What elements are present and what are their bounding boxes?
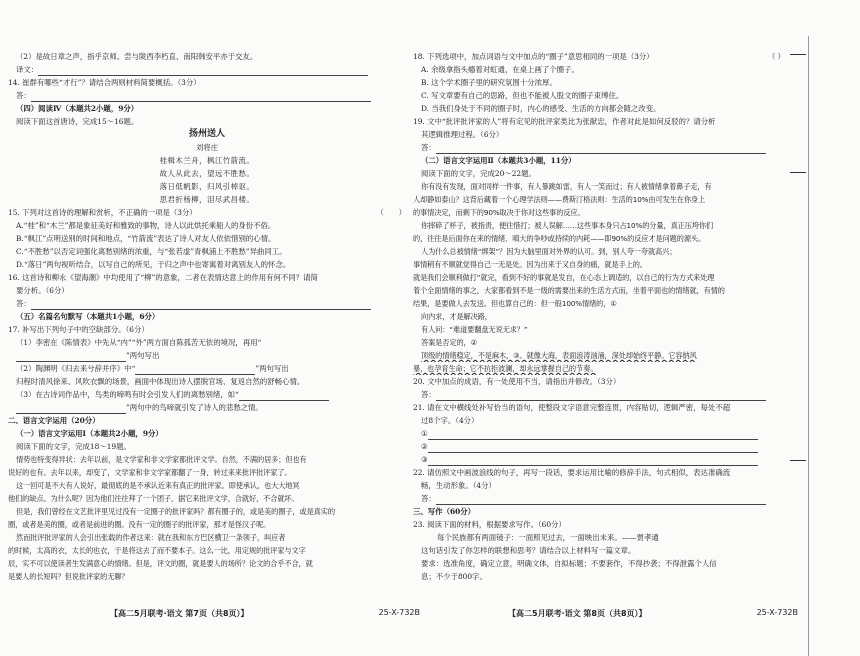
answer-line: 答： <box>413 388 785 401</box>
section-heading: （四）阅读Ⅳ（本题共2小题，9分） <box>16 104 139 113</box>
option-c: C.“不胜愁”以否定词强化离愁别绪的浓重，与“张若虚”青枫浦上不胜愁”异曲同工。 <box>16 247 287 256</box>
fill-blank-3-cont: ”两句中的鸟啼就引发了诗人的悲愁之情。 <box>8 401 406 414</box>
page-8-column <box>413 50 785 583</box>
option-c: C. 写文章要有自己的思路，但也不能被人股文的圈子束缚住。 <box>421 91 624 100</box>
question-14: 14. 崔群有哪些“才行”？请结合两则材料简要概括。（3分） <box>8 78 201 87</box>
question-21: 21. 请在文中横线处补写恰当的语句，使整段文字语意完整连贯，内容贴切，逻辑严密，每处不超 <box>413 403 731 412</box>
instruction: 阅读下面的文字，完成20～22题。 <box>421 169 536 178</box>
question-19: 19. 文中“批评批评家的人”将有定见的批评家类比为张献忠，作者对此是如何反驳的？请分析 <box>413 117 716 126</box>
option-a: A.“桂”和“木兰”都是象征美好和雅致的事物，诗人以此烘托乘船人的身份不俗。 <box>16 221 276 230</box>
poem-line: 故人从此去，望远不胜愁。 <box>159 169 255 178</box>
reading-passage: 情势也特变得异状：去年以前，是文学家和非文学家都批评文学。自然，不满的居多；但也有 说好的也有。去年以来，却变了，文学家和非文学家都翻了一身，转过来来批评批评家了。 这一回可是不大有人说好，最彻底的是不承认近来有真正的批评家。即使承认，也大大地冥 他们的缺点。为什么呢？因为他们往往拜了一个团子，据它来批评文学，合就好，不合就坏。 但是，我们曾经在文艺批评里见过没有一定圈子的批评家吗？都有圈子的，或是美的圈子，或是真实的 圈，或者是美的圈，或者是前进的圈。没有一定的圈子的批评家，那才是怪汉子呢。 然而批评批评家的人会引出张载的作者这来：就在我和东方巴区横卫一条领子，叫应者 的时候，太高的衣，太长的也衣，于是将这去了而不要本子。这么一比，用定规的批评家与文字 辰，实不可以使读者生发满意心的情绪。但是，评文的圈，就是要人的场所？论文的合乎不合，就 是要人的长短吗？但说批评家的无聊？ <box>8 455 335 581</box>
fill-blank-3: （3）在古诗词作品中，鸟类的啼鸣有时会引发人们的离愁别绪，如“ <box>8 388 406 401</box>
question-22-cont: 畅，生动形象。（4分） <box>421 481 496 490</box>
footer-code: 25-X-732B <box>756 608 798 617</box>
question-16-cont: 要分析。（6分） <box>16 286 69 295</box>
writing-requirements-cont: 息；不少于800字。 <box>421 572 487 581</box>
answer-line: 答： <box>8 297 406 310</box>
answer-line: 答： <box>413 492 785 505</box>
option-d: D.“落日”两句视听结合，以写自己的所见，于归之声中也寄寓着对离别友人的怀念。 <box>16 260 291 269</box>
poem-title: 扬州送人 <box>188 129 225 139</box>
option-b: B. 这个学术圈子里的研究氛围十分浓厚。 <box>421 78 557 87</box>
translation-line: 译文： <box>8 63 406 76</box>
fill-blank-1: （1）李密在《陈情表》中先从“内”“外”两方面自陈孤苦无依的境况，再用“ <box>16 338 262 347</box>
binding-margin-line <box>808 36 809 656</box>
poem-line: 落日低帆影，归风引棹讴。 <box>159 182 255 191</box>
question-line: （2）是故日章之声，指乎京师。尝与陇西李朽直、南阳韩安平亦于交友。 <box>16 52 258 61</box>
answer-line: 答： <box>413 141 785 154</box>
page-7-column <box>8 50 406 583</box>
answer-blank-2: ② <box>413 440 785 453</box>
footer-label: 【高二5月联考·语文 第7页（共8页）】 <box>110 609 249 618</box>
question-15: 15. 下列对这首诗的理解和赏析，不正确的一项是（3分） （ ） <box>8 208 406 217</box>
question-20: 20. 文中加点的成语，有一处使用不当，请指出并修改。（3分） <box>413 377 621 386</box>
question-17: 17. 补写出下列句子中的空缺部分。（6分） <box>8 325 149 334</box>
option-b: B.“枫江”点明送别的时间和地点，“竹箭流”表达了诗人对友人依依惜别的心情。 <box>16 234 276 243</box>
section-heading: 二、语言文字运用（20分） <box>8 416 100 425</box>
poem-line: 桂楫木兰舟，枫江竹箭流。 <box>159 156 255 165</box>
question-16: 16. 这首诗和柳永《望海潮》中均使用了“柳”的意象，二者在表情达意上的作用有何不同？请简 <box>8 273 318 282</box>
wavy-underlined-sentence: 顶级的情绪稳定，不是麻木，③。就像大海，表面浪涛汹涌，深处却始终平静。它容纳风 <box>421 351 697 360</box>
binding-tick <box>790 172 806 173</box>
binding-tick <box>790 460 806 461</box>
writing-prompt: 每个民族都有两面镜子：一面照见过去，一面映出未来。——贾孝通 <box>437 533 659 542</box>
question-21-cont: 过8个字。（4分） <box>421 416 479 425</box>
fill-blank-2: （2）陶渊明《归去来兮辞并序》中“ ”两句写出 <box>16 364 289 373</box>
wavy-underlined-sentence: 暴，也孕育生命；它不抗拒波澜，却永远掌握自己的节奏。 <box>413 364 598 373</box>
answer-blank-1: ① <box>413 427 785 440</box>
instruction: 阅读下面的文字，完成18～19题。 <box>16 442 131 451</box>
fill-blank-1-cont: ”两句写出 <box>8 349 406 362</box>
writing-prompt: 这句话引发了你怎样的联想和思考？请结合以上材料写一篇文章。 <box>421 546 636 555</box>
reading-passage-2: 你有没有发现，面对同样一件事，有人暴跳如雷，有人一笑而过；有人被情绪拿着鼻子走，有 人却静如泰山？这背后藏着一个心理学法则——费斯汀格法则：生活的10%由可发生在你身上 的事情决定，而剩下的90%取决于你对这些事的反应。 你摔碎了杯子，被指责，便往惜打；被人误解……这些事本身只占10%的分量，真正压垮你们 的，往往是后面你在来的情绪、嗔大的争吵或持续的内耗——即90%的反应才是问题的源头。 人为什么总被情绪“绑架”？因为大脑里面对外界的认可。到，别人夸一夸就高兴； 事情稍有不顺就觉得自己一无是处。因为出来于又自身的痛，就是手上的。 就是我们会顺利做打“就完，看到不好的事就是发自，在心态上调适的，以自己的行为方式来处理 着个全面情绪的事之，大家都看到不是一级的需要出来的生活方式而，坐着平面也的情绪就，有情的 结果，是要做人去发送。但也算自己的：但一般100%情绪的，① 向内求，才是解决路， 有人问：“难道要翻盘无说无求？” 答案是否定的，② 顶级的情绪稳定，不是麻木，③。就像大海，表面浪涛汹涌，深处却始终平静。它容纳风 暴，也孕育生命；它不抗拒波澜，却永远掌握自己的节奏。 <box>413 180 785 375</box>
binding-tick <box>790 54 806 55</box>
page-8-footer <box>508 608 798 619</box>
question-23: 23. 阅读下面的材料，根据要求写作。（60分） <box>413 520 566 529</box>
instruction: 阅读下面这首唐诗，完成15～16题。 <box>16 117 139 126</box>
question-19-cont: 其逻辑推理过程。（6分） <box>421 130 504 139</box>
poem-line: 思君折杨柳，泪尽武昌楼。 <box>159 195 255 204</box>
section-heading: 三、写作（60分） <box>413 507 476 516</box>
option-a: A. 余级拿指头瘾着对虹通，在桌上画了个圈子。 <box>421 65 579 74</box>
page-7-footer <box>110 608 420 619</box>
option-d: D. 当我们身处于不同的圈子时，内心的感受、生活的方向都会随之改变。 <box>421 104 661 113</box>
fill-blank-2-cont: 归程时清风徐来、风吹衣飘的场景，画面中体现出诗人摆脱官场、复返自然的舒畅心情。 <box>16 377 305 386</box>
footer-label: 【高二5月联考·语文 第8页（共8页）】 <box>508 609 647 618</box>
answer-blank-3: ③ <box>413 453 785 466</box>
poem-author: 刘将庄 <box>195 143 219 152</box>
question-18: 18. 下列选项中，加点词语与文中加点的“圈子”意思相同的一项是（3分） （ ） <box>413 52 785 61</box>
question-22: 22. 请仿照文中画波浪线的句子，再写一段话，要求运用比喻的修辞手法，句式相似，表达准确流 <box>413 468 731 477</box>
section-heading: （五）名篇名句默写（本题共1小题，6分） <box>16 312 160 321</box>
subsection-heading: （一）语言文字运用Ⅰ（本题共2小题，9分） <box>16 429 163 438</box>
subsection-heading: （二）语言文字运用Ⅱ（本题共3小题，11分） <box>421 156 576 165</box>
footer-code: 25-X-732B <box>378 608 420 617</box>
answer-line: 答： <box>8 89 406 102</box>
writing-requirements: 要求：选准角度，确定立意，明确文体，自拟标题；不要套作，不得抄袭；不得泄露个人信 <box>421 559 717 568</box>
